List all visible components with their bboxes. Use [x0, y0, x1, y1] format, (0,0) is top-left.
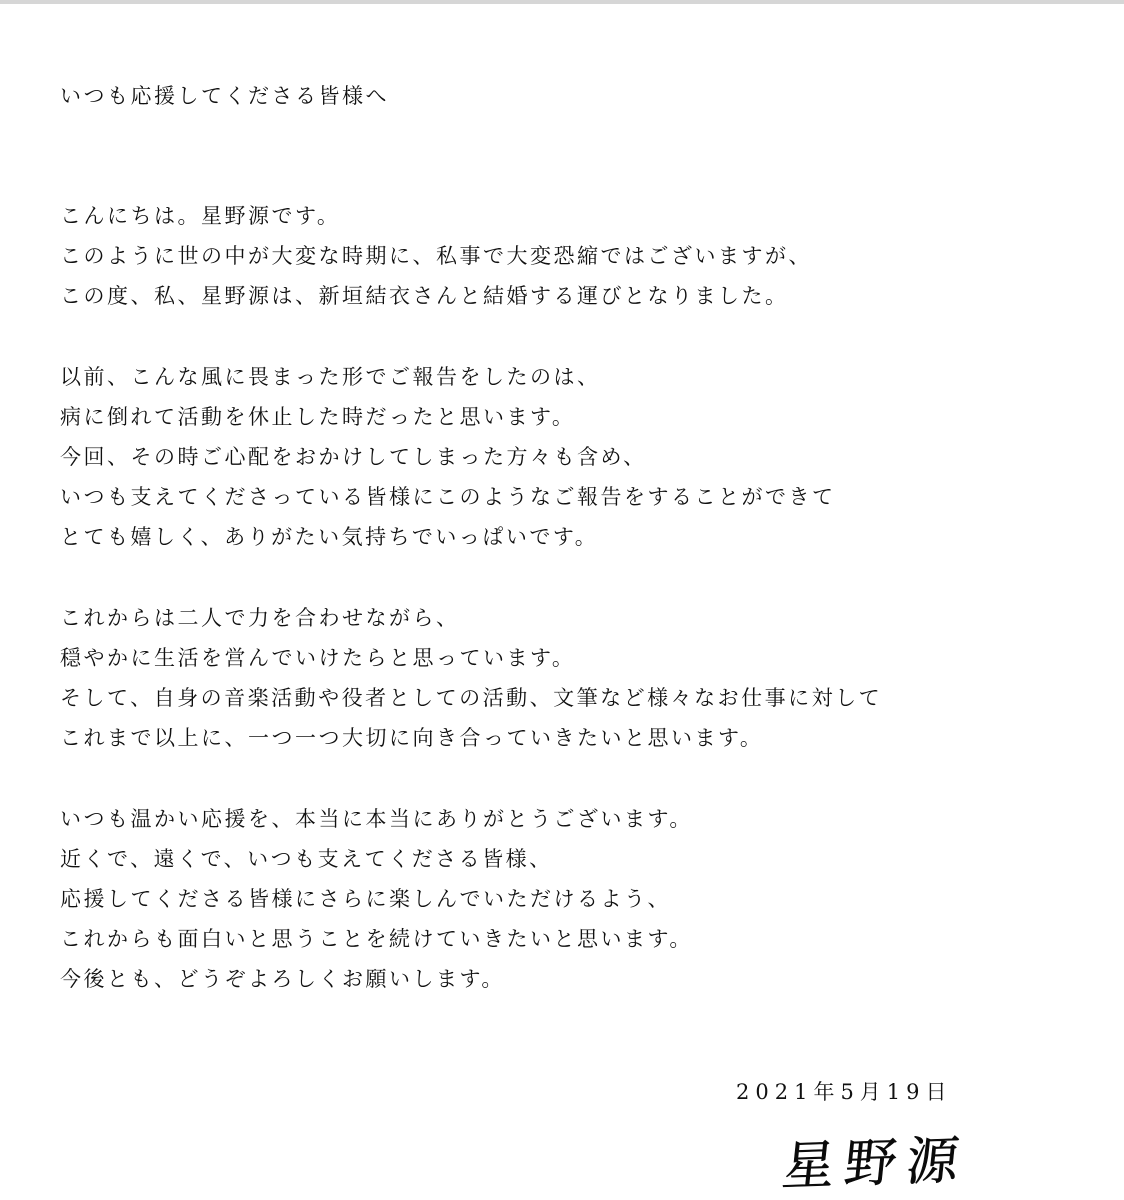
paragraph-line: いつも支えてくださっている皆様にこのようなご報告をすることができて	[60, 485, 836, 509]
paragraph-line: このように世の中が大変な時期に、私事で大変恐縮ではございますが、	[60, 244, 812, 268]
paragraph-line: これまで以上に、一つ一つ大切に向き合っていきたいと思います。	[60, 726, 764, 750]
handwritten-signature: 星野源	[779, 1130, 972, 1198]
paragraph-line: この度、私、星野源は、新垣結衣さんと結婚する運びとなりました。	[60, 284, 789, 308]
paragraph-line: 今回、その時ご心配をおかけしてしまった方々も含め、	[60, 445, 647, 469]
paragraph-thanks	[60, 799, 1060, 999]
letter-date: 2021年5月19日	[736, 1080, 953, 1104]
paragraph-line: 病に倒れて活動を休止した時だったと思います。	[60, 405, 576, 429]
paragraph-line: 応援してくださる皆様にさらに楽しんでいただけるよう、	[60, 887, 671, 911]
paragraph-line: 穏やかに生活を営んでいけたらと思っています。	[60, 646, 576, 670]
paragraph-line: これからは二人で力を合わせながら、	[60, 606, 460, 630]
paragraph-line: そして、自身の音楽活動や役者としての活動、文筆など様々なお仕事に対して	[60, 686, 883, 710]
paragraph-reflection	[60, 357, 1060, 557]
paragraph-line: 今後とも、どうぞよろしくお願いします。	[60, 967, 505, 991]
paragraph-line: とても嬉しく、ありがたい気持ちでいっぱいです。	[60, 525, 599, 549]
paragraph-line: 以前、こんな風に畏まった形でご報告をしたのは、	[60, 365, 601, 389]
paragraph-future	[60, 598, 1060, 758]
paragraph-line: これからも面白いと思うことを続けていきたいと思います。	[60, 927, 693, 951]
paragraph-line: 近くで、遠くで、いつも支えてくださる皆様、	[60, 847, 553, 871]
letter-body	[60, 196, 1060, 1040]
top-edge-divider	[0, 0, 1124, 4]
paragraph-announcement	[60, 196, 1060, 316]
paragraph-line: こんにちは。星野源です。	[60, 204, 341, 228]
paragraph-line: いつも温かい応援を、本当に本当にありがとうございます。	[60, 807, 693, 831]
letter-greeting: いつも応援してくださる皆様へ	[60, 84, 389, 108]
